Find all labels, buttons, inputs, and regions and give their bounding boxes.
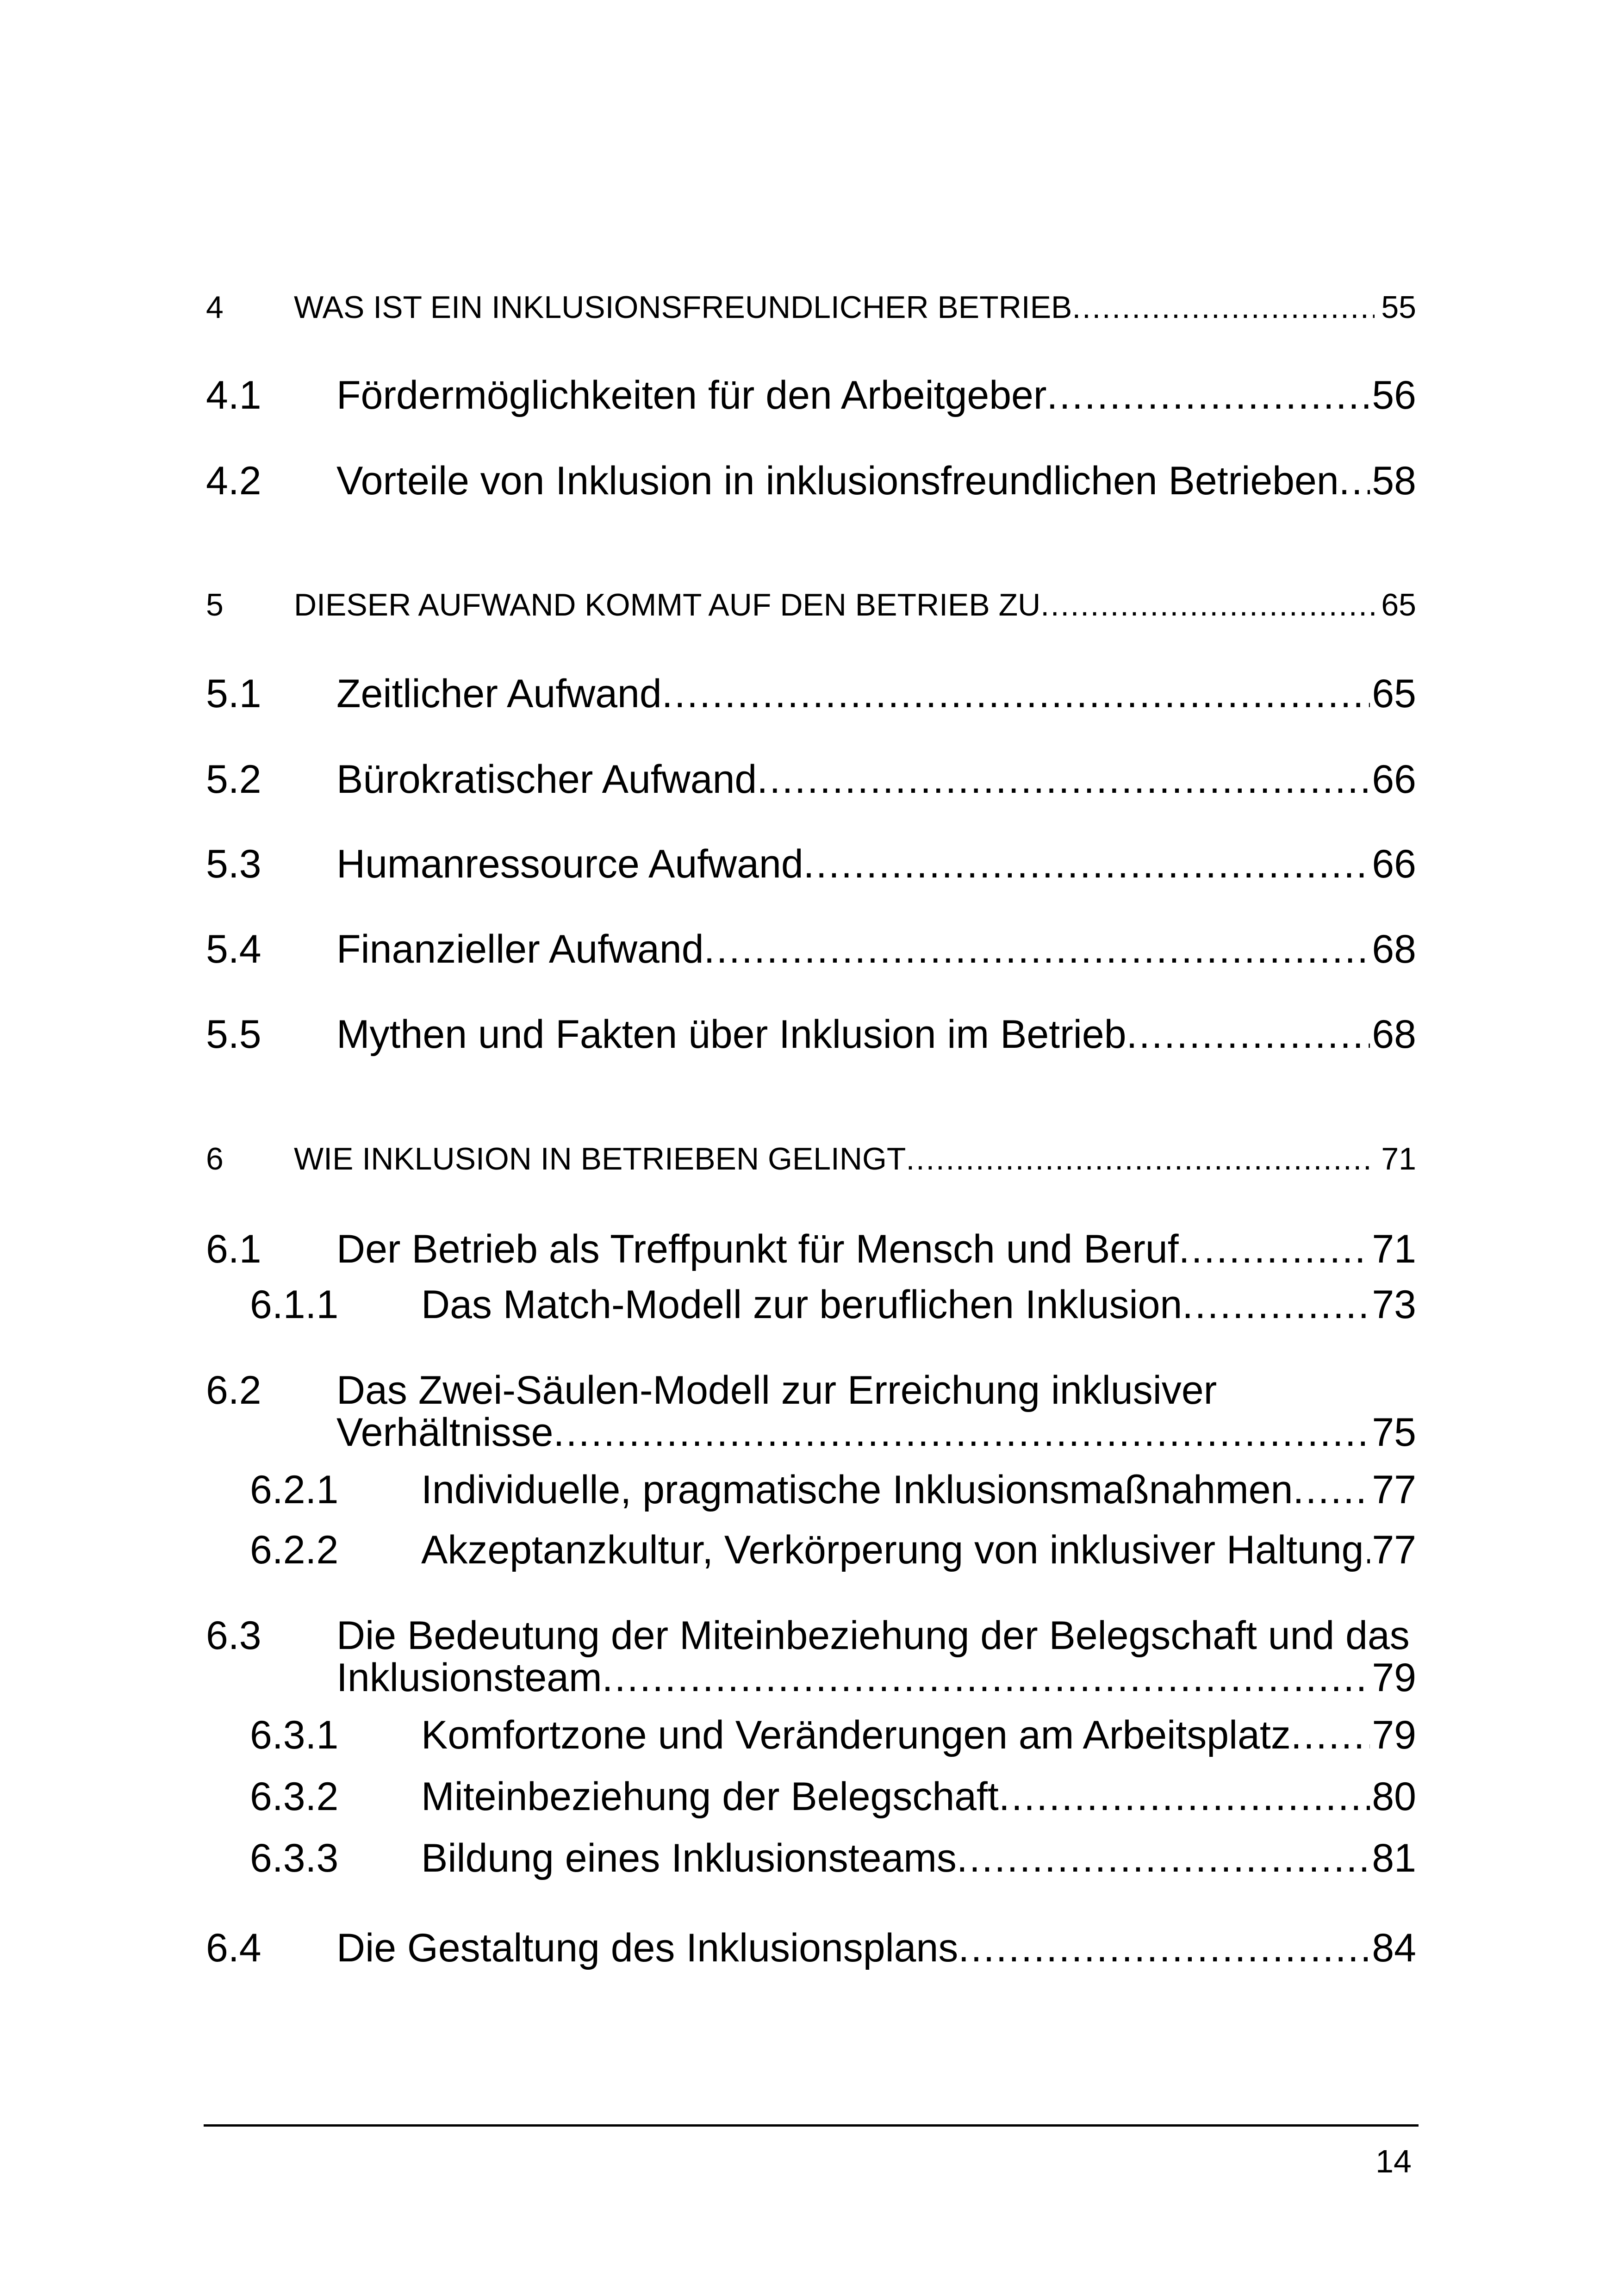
toc-leader-dots: [1293, 1467, 1370, 1513]
toc-subsection-entry: [250, 1467, 1416, 1513]
toc-leader-dots: [957, 1836, 1370, 1881]
toc-section-entry: [206, 373, 1416, 418]
toc-title: Bildung eines Inklusionsteams: [421, 1836, 957, 1880]
toc-leader-dots: [906, 1141, 1375, 1177]
toc-number: 6.1.1: [250, 1282, 339, 1327]
footer-rule: [204, 2124, 1419, 2127]
toc-leader-dots: [1182, 1282, 1370, 1328]
toc-number: 6.2.1: [250, 1468, 339, 1512]
toc-section-entry: [206, 1368, 1416, 1456]
toc-title: Bürokratischer Aufwand: [336, 757, 757, 802]
toc-number: 6.3: [206, 1613, 261, 1658]
toc-page-number: 71: [1381, 1141, 1416, 1176]
toc-page-number: 80: [1372, 1774, 1416, 1819]
toc-leader-dots: [958, 1925, 1370, 1971]
toc-title: Zeitlicher Aufwand: [336, 672, 662, 716]
toc-number: 4.1: [206, 373, 261, 417]
toc-page-number: 56: [1372, 373, 1416, 417]
toc-page-number: 79: [1372, 1713, 1416, 1757]
toc-page-number: 73: [1372, 1282, 1416, 1327]
toc-leader-dots: [704, 927, 1370, 972]
toc-title: WAS IST EIN INKLUSIONSFREUNDLICHER BETRIEB: [294, 290, 1072, 325]
toc-leader-dots: [602, 1655, 1370, 1701]
toc-title: Komfortzone und Veränderungen am Arbeitsplatz: [421, 1713, 1291, 1757]
toc-title-continuation: Verhältnisse: [336, 1410, 554, 1455]
toc-title: Das Match-Modell zur beruflichen Inklusion: [421, 1282, 1182, 1327]
toc-number: 6.1: [206, 1227, 261, 1271]
toc-number: 5.1: [206, 672, 261, 716]
toc-section-entry: [206, 841, 1416, 887]
toc-section-entry: [206, 458, 1416, 504]
toc-title-continuation: Inklusionsteam: [336, 1655, 602, 1700]
toc-leader-dots: [757, 757, 1370, 803]
toc-title: Finanzieller Aufwand: [336, 927, 704, 971]
toc-section-entry: [206, 1613, 1416, 1701]
toc-leader-dots: [1126, 1012, 1370, 1058]
toc-page-number: 66: [1372, 757, 1416, 802]
toc-page-number: 65: [1372, 672, 1416, 716]
toc-title: Akzeptanzkultur, Verkörperung von inklusiver Haltung: [421, 1528, 1364, 1572]
toc-number: 6.3.2: [250, 1774, 339, 1819]
toc-subsection-entry: [250, 1712, 1416, 1758]
toc-number: 5: [206, 587, 224, 622]
toc-leader-dots: [1047, 373, 1370, 418]
toc-number: 5.2: [206, 757, 261, 802]
toc-title: Das Zwei-Säulen-Modell zur Erreichung inklusiver: [336, 1368, 1217, 1412]
toc-subsection-entry: [250, 1836, 1416, 1881]
toc-leader-dots: [554, 1410, 1370, 1456]
toc-leader-dots: [1040, 587, 1375, 623]
toc-page-number: 58: [1372, 459, 1416, 503]
toc-number: 6.2.2: [250, 1528, 339, 1572]
toc-number: 6.3.1: [250, 1713, 339, 1757]
toc-page-number: 77: [1372, 1468, 1416, 1512]
toc-page-number: 71: [1372, 1227, 1416, 1271]
toc-leader-dots: [1339, 458, 1370, 504]
toc-section-entry: [206, 1226, 1416, 1272]
toc-section-entry: [206, 757, 1416, 803]
toc-title: DIESER AUFWAND KOMMT AUF DEN BETRIEB ZU: [294, 587, 1041, 622]
toc-leader-dots: [1072, 289, 1375, 325]
toc-section-entry: [206, 1012, 1416, 1058]
toc-number: 6.4: [206, 1926, 261, 1970]
toc-leader-dots: [1179, 1226, 1370, 1272]
toc-chapter-entry: [206, 289, 1416, 325]
toc-page-number: 77: [1372, 1528, 1416, 1572]
toc-title: Fördermöglichkeiten für den Arbeitgeber: [336, 373, 1047, 417]
toc-section-entry: [206, 671, 1416, 717]
toc-number: 6.2: [206, 1368, 261, 1412]
toc-number: 6: [206, 1141, 224, 1176]
toc-page-number: 66: [1372, 842, 1416, 886]
toc-subsection-entry: [250, 1282, 1416, 1328]
toc-chapter-entry: [206, 1141, 1416, 1177]
toc-leader-dots: [999, 1774, 1370, 1820]
toc-page-number: 81: [1372, 1836, 1416, 1880]
toc-leader-dots: [662, 671, 1370, 717]
toc-leader-dots: [1291, 1712, 1370, 1758]
toc-page-number: 75: [1372, 1410, 1416, 1455]
toc-page-number: 68: [1372, 1012, 1416, 1057]
toc-title: Der Betrieb als Treffpunkt für Mensch und Beruf: [336, 1227, 1179, 1271]
toc-page-number: 84: [1372, 1926, 1416, 1970]
toc-number: 6.3.3: [250, 1836, 339, 1880]
toc-title: Miteinbeziehung der Belegschaft: [421, 1774, 999, 1819]
page-number: 14: [1375, 2143, 1412, 2179]
toc-section-entry: [206, 927, 1416, 972]
toc-number: 4: [206, 290, 224, 325]
toc-title: Die Bedeutung der Miteinbeziehung der Belegschaft und das: [336, 1613, 1410, 1658]
toc-leader-dots: [803, 841, 1370, 887]
toc-title: Humanressource Aufwand: [336, 842, 803, 886]
toc-subsection-entry: [250, 1527, 1416, 1573]
toc-number: 5.4: [206, 927, 261, 971]
toc-section-entry: [206, 1925, 1416, 1971]
toc-page-number: 79: [1372, 1655, 1416, 1700]
toc-number: 5.5: [206, 1012, 261, 1057]
toc-number: 4.2: [206, 459, 261, 503]
toc-page-number: 68: [1372, 927, 1416, 971]
toc-leader-dots: [1363, 1527, 1370, 1573]
toc-subsection-entry: [250, 1774, 1416, 1820]
toc-number: 5.3: [206, 842, 261, 886]
toc-title: Die Gestaltung des Inklusionsplans: [336, 1926, 958, 1970]
toc-title: Individuelle, pragmatische Inklusionsmaßnahmen: [421, 1468, 1293, 1512]
toc-title: WIE INKLUSION IN BETRIEBEN GELINGT: [294, 1141, 906, 1176]
toc-title: Mythen und Fakten über Inklusion im Betrieb: [336, 1012, 1126, 1057]
toc-page-number: 65: [1381, 587, 1416, 622]
toc-title: Vorteile von Inklusion in inklusionsfreundlichen Betrieben: [336, 459, 1339, 503]
toc-page-number: 55: [1381, 290, 1416, 325]
toc-chapter-entry: [206, 587, 1416, 623]
